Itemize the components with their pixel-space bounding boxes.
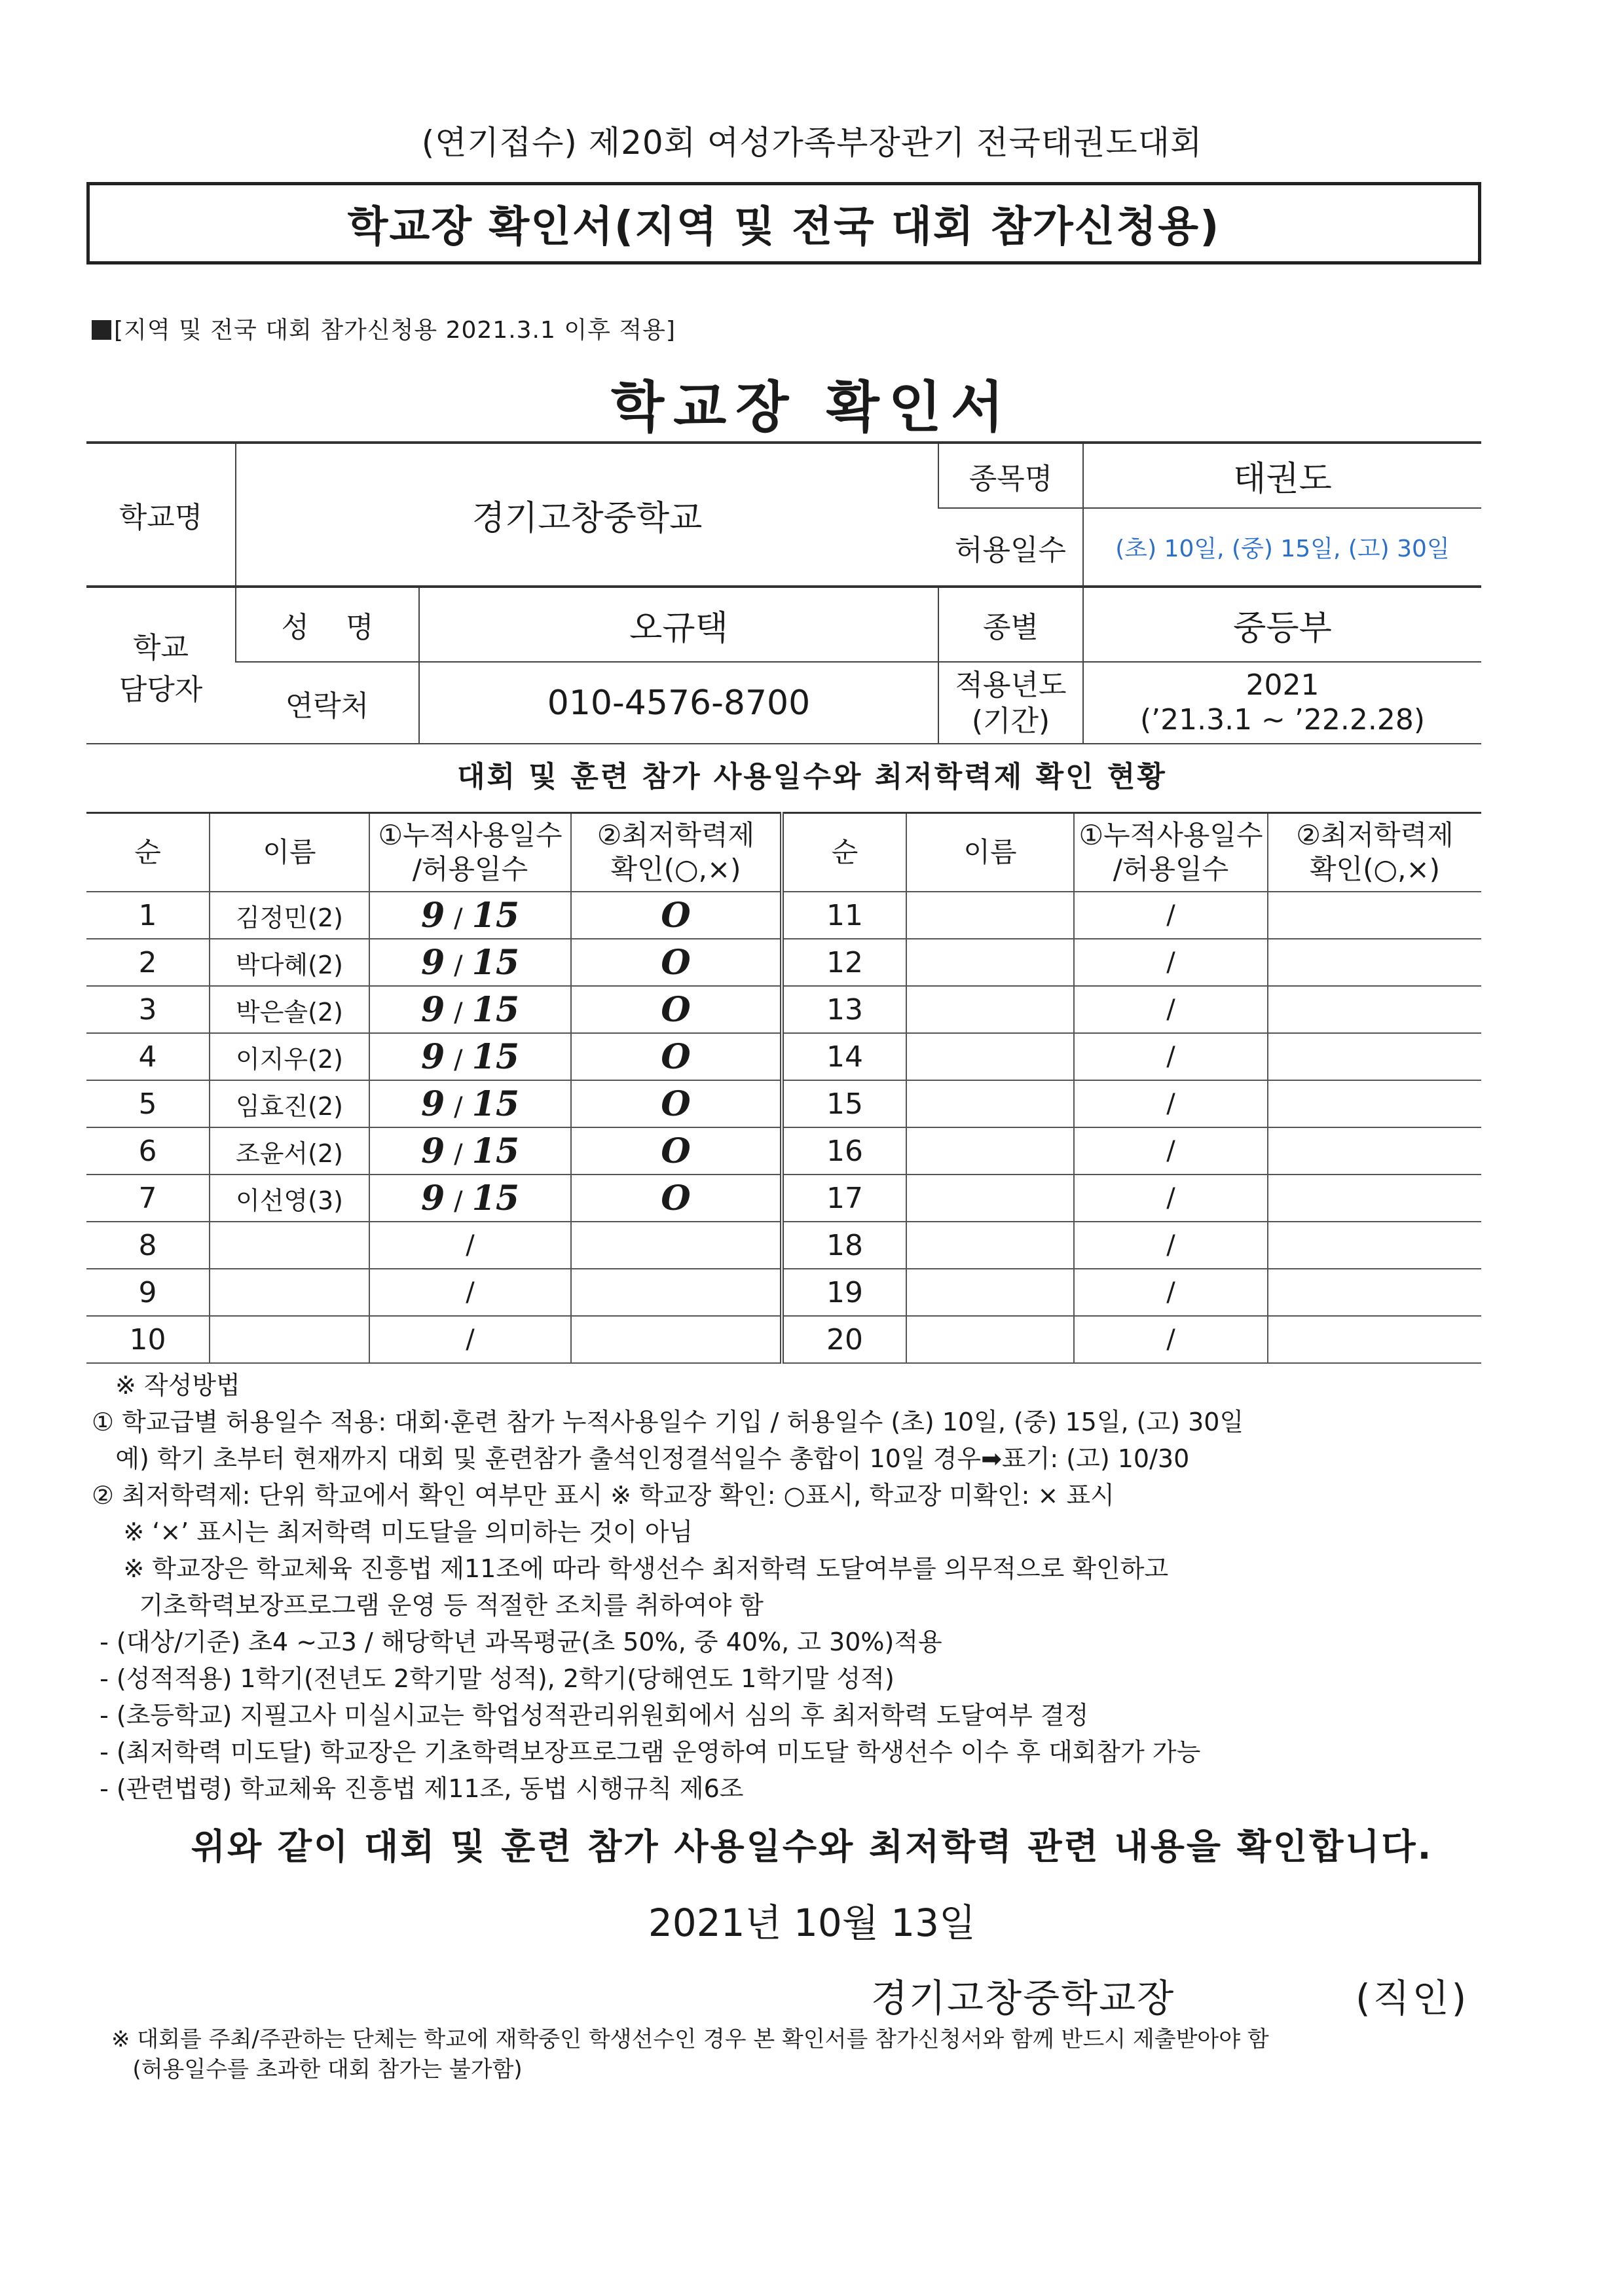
roster-academic [1268, 1080, 1481, 1127]
roster-no: 12 [782, 939, 906, 986]
roster-no: 17 [782, 1175, 906, 1222]
roster-name: 이선영(3) [210, 1175, 369, 1222]
roster-no: 15 [782, 1080, 906, 1127]
table-row [86, 1222, 1481, 1269]
slash-separator: / [454, 997, 463, 1028]
principal-title: 경기고창중학교장 [871, 1976, 1175, 2020]
division-label: 종별 [938, 587, 1083, 662]
manager-label-line-1: 학교 [132, 630, 189, 665]
applicability-note-text: [지역 및 전국 대회 참가신청용 2021.3.1 이후 적용] [114, 317, 676, 344]
school-info-table [86, 441, 1481, 744]
roster-name [906, 1127, 1074, 1175]
roster-academic [1268, 1175, 1481, 1222]
roster-no: 10 [86, 1316, 210, 1363]
applicability-note [92, 312, 676, 345]
roster-academic [571, 1269, 782, 1316]
used-days: 9 [420, 942, 445, 983]
document-box-title [86, 182, 1481, 264]
roster-name [906, 1316, 1074, 1363]
sport-value: 태권도 [1083, 443, 1481, 508]
roster-academic [1268, 1222, 1481, 1269]
roster-academic: O [571, 1080, 782, 1127]
period-range: (’21.3.1 ~ ’22.2.28) [1139, 702, 1426, 737]
issue-date: 2021년 10월 13일 [648, 1901, 976, 1945]
roster-academic: O [571, 1033, 782, 1080]
roster-days: / [1074, 939, 1268, 986]
header-days-right-line-2: /허용일수 [1113, 853, 1229, 885]
period-value [1083, 662, 1481, 744]
header-academic-right-line-2: 확인(○,×) [1309, 853, 1441, 885]
roster-academic [1268, 892, 1481, 939]
roster-no: 5 [86, 1080, 210, 1127]
allowed-days: 15 [471, 1178, 520, 1218]
table-row [86, 892, 1481, 939]
roster-name [906, 1222, 1074, 1269]
roster-academic [1268, 1269, 1481, 1316]
footer-note [111, 2024, 1486, 2085]
roster-no: 7 [86, 1175, 210, 1222]
roster-days: / [1074, 1269, 1268, 1316]
used-days: 9 [420, 1178, 445, 1218]
slash-separator: / [454, 903, 463, 934]
roster-academic: O [571, 892, 782, 939]
person-name-label: 성 명 [236, 587, 419, 662]
instruction-line: - (초등학교) 지필고사 미실시교는 학업성적관리위원회에서 심의 후 최저학력 도달여부 결정 [92, 1701, 1089, 1730]
roster-name: 김정민(2) [210, 892, 369, 939]
allowed-days-label: 허용일수 [938, 508, 1083, 587]
contact-label: 연락처 [236, 662, 419, 744]
roster-name [210, 1222, 369, 1269]
roster-academic: O [571, 986, 782, 1033]
instruction-line: ※ 학교장은 학교체육 진흥법 제11조에 따라 학생선수 최저학력 도달여부를 의무적으로 확인하고 [92, 1554, 1169, 1583]
roster-name [210, 1269, 369, 1316]
roster-name [906, 1175, 1074, 1222]
roster-academic [1268, 1316, 1481, 1363]
header-days [369, 813, 571, 892]
roster-academic: O [571, 1175, 782, 1222]
roster-name [906, 986, 1074, 1033]
period-year: 2021 [1246, 668, 1320, 702]
roster-no: 3 [86, 986, 210, 1033]
header-no: 순 [86, 813, 210, 892]
used-days: 9 [420, 1036, 445, 1077]
allowed-days: 15 [471, 1084, 520, 1124]
instruction-line: - (대상/기준) 초4 ~고3 / 해당학년 과목평균(초 50%, 중 40%, 고 30%)적용 [92, 1628, 942, 1656]
roster-no: 14 [782, 1033, 906, 1080]
roster-name [906, 1080, 1074, 1127]
contact-value: 010-4576-8700 [419, 662, 938, 744]
table-row [86, 939, 1481, 986]
allowed-days-value: (초) 10일, (중) 15일, (고) 30일 [1083, 508, 1481, 587]
allowed-days: 15 [471, 895, 520, 936]
division-value: 중등부 [1083, 587, 1481, 662]
table-row [86, 1175, 1481, 1222]
school-name-label: 학교명 [86, 443, 236, 587]
black-square-icon [92, 320, 111, 340]
footer-line: ※ 대회를 주최/주관하는 단체는 학교에 재학중인 학생선수인 경우 본 확인서를 참가신청서와 함께 반드시 제출받아야 함 [111, 2026, 1269, 2052]
slash-separator: / [454, 1044, 463, 1075]
roster-academic: O [571, 939, 782, 986]
instruction-line: ※ 작성방법 [115, 1371, 240, 1400]
roster-days [369, 1080, 571, 1127]
instruction-line: ① 학교급별 허용일수 적용: 대회·훈련 참가 누적사용일수 기입 / 허용일수 (초) 10일, (중) 15일, (고) 30일 [92, 1408, 1244, 1436]
header-academic [571, 813, 782, 892]
roster-days [369, 1033, 571, 1080]
header-days-right-line-1: ①누적사용일수 [1079, 818, 1263, 851]
roster-academic [1268, 1127, 1481, 1175]
slash-separator: / [454, 1139, 463, 1169]
roster-name: 박은솔(2) [210, 986, 369, 1033]
roster-academic [1268, 939, 1481, 986]
roster-no: 6 [86, 1127, 210, 1175]
slash-separator: / [454, 1186, 463, 1216]
allowed-days: 15 [471, 1036, 520, 1077]
roster-days [369, 1127, 571, 1175]
roster-academic [571, 1316, 782, 1363]
header-days-line-1: ①누적사용일수 [378, 818, 563, 851]
table-row [86, 1033, 1481, 1080]
roster-days: / [1074, 1175, 1268, 1222]
instructions [92, 1367, 1500, 1807]
box-title-text: 학교장 확인서(지역 및 전국 대회 참가신청용) [347, 203, 1221, 251]
roster-days [369, 986, 571, 1033]
roster-no: 20 [782, 1316, 906, 1363]
roster-section-title: 대회 및 훈련 참가 사용일수와 최저학력제 확인 현황 [457, 760, 1167, 793]
instruction-line: - (관련법령) 학교체육 진흥법 제11조, 동법 시행규칙 제6조 [92, 1774, 744, 1803]
roster-days [369, 939, 571, 986]
header-days-right [1074, 813, 1268, 892]
roster-name: 이지우(2) [210, 1033, 369, 1080]
header-no-right: 순 [782, 813, 906, 892]
official-seal-label: (직인) [1356, 1976, 1469, 2020]
instruction-line: - (최저학력 미도달) 학교장은 기초학력보장프로그램 운영하여 미도달 학생선수 이수 후 대회참가 가능 [92, 1738, 1201, 1766]
roster-days: / [1074, 1080, 1268, 1127]
roster-name [906, 892, 1074, 939]
roster-no: 16 [782, 1127, 906, 1175]
instruction-line: 예) 학기 초부터 현재까지 대회 및 훈련참가 출석인정결석일수 총합이 10일 경우➡표기: (고) 10/30 [92, 1444, 1190, 1473]
manager-label [86, 587, 236, 744]
header-academic-right-line-1: ②최저학력제 [1296, 818, 1454, 851]
person-name-value: 오규택 [419, 587, 938, 662]
roster-academic: O [571, 1127, 782, 1175]
roster-no: 11 [782, 892, 906, 939]
manager-label-line-2: 담당자 [119, 672, 203, 706]
confirmation-statement: 위와 같이 대회 및 훈련 참가 사용일수와 최저학력 관련 내용을 확인합니다. [191, 1826, 1433, 1867]
table-row [86, 986, 1481, 1033]
roster-no: 2 [86, 939, 210, 986]
table-row [86, 1269, 1481, 1316]
header-name-right: 이름 [906, 813, 1074, 892]
header-academic-line-1: ②최저학력제 [597, 818, 755, 851]
used-days: 9 [420, 895, 445, 936]
roster-header-row [86, 813, 1481, 892]
allowed-days: 15 [471, 989, 520, 1030]
roster-academic [571, 1222, 782, 1269]
header-academic-right [1268, 813, 1481, 892]
roster-no: 4 [86, 1033, 210, 1080]
header-name: 이름 [210, 813, 369, 892]
used-days: 9 [420, 1084, 445, 1124]
slash-separator: / [454, 1091, 463, 1122]
used-days: 9 [420, 1131, 445, 1171]
roster-days: / [1074, 1033, 1268, 1080]
footer-line: (허용일수를 초과한 대회 참가는 불가함) [111, 2056, 523, 2083]
roster-name [906, 939, 1074, 986]
roster-no: 18 [782, 1222, 906, 1269]
allowed-days: 15 [471, 942, 520, 983]
roster-no: 19 [782, 1269, 906, 1316]
roster-table [86, 812, 1481, 1364]
event-title: (연기접수) 제20회 여성가족부장관기 전국태권도대회 [421, 124, 1203, 162]
school-name-value: 경기고창중학교 [236, 443, 938, 587]
roster-days [369, 892, 571, 939]
header-days-line-2: /허용일수 [412, 853, 528, 885]
instruction-line: 기초학력보장프로그램 운영 등 적절한 조치를 취하여야 함 [92, 1591, 764, 1620]
page-title: 학교장 확인서 [610, 375, 1014, 439]
roster-days: / [1074, 1316, 1268, 1363]
period-label [938, 662, 1083, 744]
roster-name: 임효진(2) [210, 1080, 369, 1127]
table-row [86, 1080, 1481, 1127]
roster-name: 조윤서(2) [210, 1127, 369, 1175]
roster-academic [1268, 1033, 1481, 1080]
period-label-line-1: 적용년도 [955, 668, 1067, 702]
roster-days: / [369, 1222, 571, 1269]
allowed-days: 15 [471, 1131, 520, 1171]
roster-name: 박다혜(2) [210, 939, 369, 986]
table-row [86, 1127, 1481, 1175]
roster-name [906, 1269, 1074, 1316]
instruction-line: - (성적적용) 1학기(전년도 2학기말 성적), 2학기(당해연도 1학기말 성적) [92, 1664, 895, 1693]
period-label-line-2: (기간) [971, 704, 1050, 738]
table-row [86, 1316, 1481, 1363]
instruction-line: ② 최저학력제: 단위 학교에서 확인 여부만 표시 ※ 학교장 확인: ○표시, 학교장 미확인: × 표시 [92, 1481, 1115, 1510]
roster-days: / [369, 1269, 571, 1316]
roster-days [369, 1175, 571, 1222]
instruction-line: ※ ‘×’ 표시는 최저학력 미도달을 의미하는 것이 아님 [92, 1518, 693, 1546]
roster-no: 9 [86, 1269, 210, 1316]
roster-days: / [1074, 892, 1268, 939]
roster-days: / [1074, 1127, 1268, 1175]
sport-label: 종목명 [938, 443, 1083, 508]
slash-separator: / [454, 950, 463, 981]
roster-no: 1 [86, 892, 210, 939]
roster-days: / [1074, 1222, 1268, 1269]
roster-name [210, 1316, 369, 1363]
header-academic-line-2: 확인(○,×) [610, 853, 741, 885]
used-days: 9 [420, 989, 445, 1030]
roster-days: / [369, 1316, 571, 1363]
roster-name [906, 1033, 1074, 1080]
roster-no: 8 [86, 1222, 210, 1269]
roster-no: 13 [782, 986, 906, 1033]
roster-days: / [1074, 986, 1268, 1033]
roster-academic [1268, 986, 1481, 1033]
